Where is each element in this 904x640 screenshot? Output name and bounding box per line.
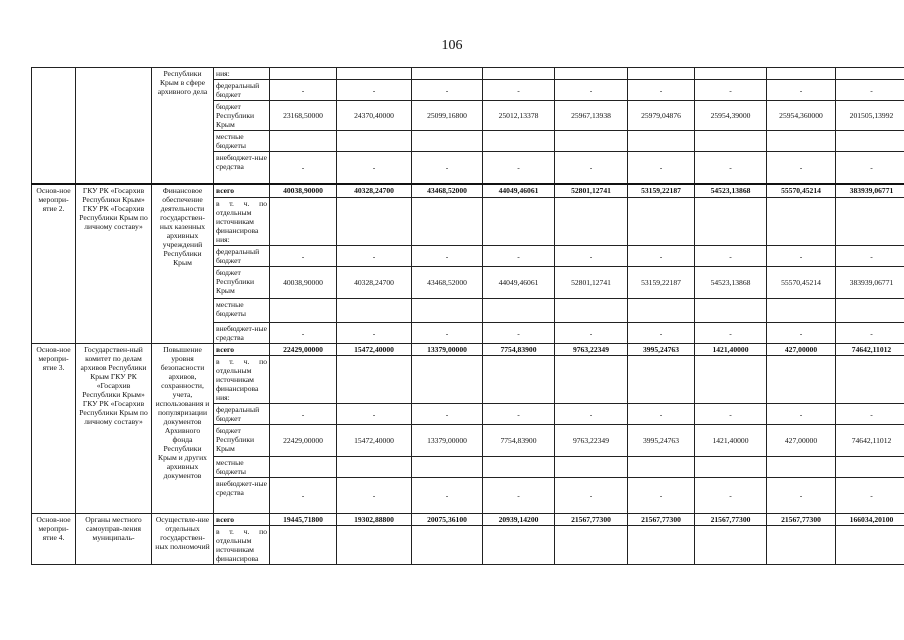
amount-cell: 40328,24700 [337, 267, 412, 299]
amount-cell [695, 299, 767, 323]
amount-cell [628, 356, 695, 404]
amount-cell [836, 526, 904, 565]
source-cell: местные бюджеты [214, 299, 270, 323]
amount-cell: 201505,13992 [836, 101, 904, 131]
amount-cell: - [555, 404, 628, 425]
amount-cell [412, 526, 483, 565]
amount-cell: 166034,20100 [836, 514, 904, 526]
description-cell: Органы местного самоуправ-ления муниципаль- [76, 514, 152, 565]
amount-cell [483, 457, 555, 478]
description-cell: Республики Крым в сфере архивного дела [152, 68, 214, 184]
amount-cell [555, 356, 628, 404]
budget-table [31, 67, 904, 565]
amount-cell: - [628, 323, 695, 344]
amount-cell: - [270, 323, 337, 344]
amount-cell: 21567,77300 [767, 514, 836, 526]
amount-cell [270, 526, 337, 565]
amount-cell: 21567,77300 [555, 514, 628, 526]
amount-cell: 43468,52000 [412, 267, 483, 299]
amount-cell: - [337, 478, 412, 514]
amount-cell: 383939,06771 [836, 267, 904, 299]
amount-cell [337, 68, 412, 80]
amount-cell [555, 457, 628, 478]
amount-cell: - [412, 323, 483, 344]
amount-cell: - [270, 246, 337, 267]
amount-cell [270, 457, 337, 478]
description-cell: Основ-ное меропри-ятие 3. [32, 344, 76, 514]
amount-cell: - [836, 478, 904, 514]
source-cell: внебюджет-ные средства [214, 478, 270, 514]
amount-cell: - [412, 478, 483, 514]
amount-cell: - [337, 80, 412, 101]
amount-cell: 24370,40000 [337, 101, 412, 131]
amount-cell [483, 526, 555, 565]
source-cell: федеральный бюджет [214, 80, 270, 101]
amount-cell [628, 198, 695, 246]
description-cell [32, 68, 76, 184]
source-cell: федеральный бюджет [214, 246, 270, 267]
amount-cell: 25954,360000 [767, 101, 836, 131]
amount-cell [337, 526, 412, 565]
amount-cell: - [270, 152, 337, 184]
amount-cell: 1421,40000 [695, 344, 767, 356]
amount-cell [695, 526, 767, 565]
amount-cell: - [483, 323, 555, 344]
amount-cell [836, 198, 904, 246]
source-cell: федеральный бюджет [214, 404, 270, 425]
amount-cell [412, 131, 483, 152]
table-row [32, 68, 904, 80]
amount-cell: 15472,40000 [337, 425, 412, 457]
amount-cell [337, 131, 412, 152]
amount-cell: - [270, 478, 337, 514]
amount-cell: 3995,24763 [628, 344, 695, 356]
amount-cell: 25967,13938 [555, 101, 628, 131]
amount-cell: 20075,36100 [412, 514, 483, 526]
amount-cell [695, 131, 767, 152]
amount-cell [555, 299, 628, 323]
description-cell: ГКУ РК «Госархив Республики Крым» ГКУ РК «Госархив Республики Крым по личному составу» [76, 184, 152, 344]
source-cell: ния: [214, 68, 270, 80]
amount-cell [412, 356, 483, 404]
amount-cell: - [836, 404, 904, 425]
amount-cell: - [695, 404, 767, 425]
amount-cell [836, 356, 904, 404]
amount-cell [555, 68, 628, 80]
amount-cell [628, 299, 695, 323]
amount-cell [836, 457, 904, 478]
amount-cell: 52801,12741 [555, 184, 628, 198]
amount-cell: - [695, 246, 767, 267]
amount-cell: - [412, 246, 483, 267]
amount-cell [836, 299, 904, 323]
source-cell: в т. ч. по отдельным источникам финансирова [214, 526, 270, 565]
amount-cell: - [270, 404, 337, 425]
amount-cell: 20939,14200 [483, 514, 555, 526]
amount-cell: - [628, 80, 695, 101]
amount-cell: - [767, 404, 836, 425]
amount-cell [483, 131, 555, 152]
source-cell: всего [214, 514, 270, 526]
amount-cell: - [483, 80, 555, 101]
amount-cell [337, 299, 412, 323]
amount-cell: - [695, 152, 767, 184]
amount-cell: 25979,04876 [628, 101, 695, 131]
amount-cell: 19445,71800 [270, 514, 337, 526]
source-cell: в т. ч. по отдельным источникам финансирова ния: [214, 356, 270, 404]
amount-cell [483, 198, 555, 246]
amount-cell: - [555, 152, 628, 184]
amount-cell: 43468,52000 [412, 184, 483, 198]
amount-cell [767, 356, 836, 404]
amount-cell: - [695, 323, 767, 344]
amount-cell: - [412, 404, 483, 425]
amount-cell: 23168,50000 [270, 101, 337, 131]
amount-cell: 53159,22187 [628, 184, 695, 198]
amount-cell: - [412, 80, 483, 101]
amount-cell: - [628, 152, 695, 184]
amount-cell [695, 68, 767, 80]
description-cell: Финансовое обеспечение деятельности государствен-ных казенных архивных учреждений Республики Крым [152, 184, 214, 344]
amount-cell [767, 198, 836, 246]
total-row [32, 514, 904, 526]
amount-cell [483, 356, 555, 404]
amount-cell: 21567,77300 [628, 514, 695, 526]
amount-cell [412, 198, 483, 246]
amount-cell [270, 131, 337, 152]
amount-cell: - [412, 152, 483, 184]
amount-cell [767, 68, 836, 80]
source-cell: местные бюджеты [214, 131, 270, 152]
amount-cell [767, 131, 836, 152]
amount-cell: 54523,13868 [695, 267, 767, 299]
amount-cell: - [836, 323, 904, 344]
amount-cell: - [337, 323, 412, 344]
amount-cell: 53159,22187 [628, 267, 695, 299]
amount-cell [767, 526, 836, 565]
total-row [32, 344, 904, 356]
amount-cell: 15472,40000 [337, 344, 412, 356]
amount-cell: - [555, 80, 628, 101]
description-cell: Основ-ное меропри-ятие 4. [32, 514, 76, 565]
source-cell: внебюджет-ные средства [214, 323, 270, 344]
amount-cell: - [767, 152, 836, 184]
description-cell: Осуществле-ние отдельных государствен-ных полномочий [152, 514, 214, 565]
amount-cell: - [836, 80, 904, 101]
source-cell: внебюджет-ные средства [214, 152, 270, 184]
amount-cell: 40328,24700 [337, 184, 412, 198]
amount-cell: 40038,90000 [270, 267, 337, 299]
amount-cell: 54523,13868 [695, 184, 767, 198]
amount-cell: - [555, 478, 628, 514]
amount-cell [695, 198, 767, 246]
amount-cell [767, 299, 836, 323]
amount-cell: 9763,22349 [555, 425, 628, 457]
amount-cell: 13379,00000 [412, 425, 483, 457]
page-number: 106 [441, 38, 463, 53]
amount-cell: - [483, 152, 555, 184]
amount-cell: 44049,46061 [483, 184, 555, 198]
amount-cell [337, 457, 412, 478]
amount-cell [695, 457, 767, 478]
source-cell: всего [214, 344, 270, 356]
amount-cell [270, 299, 337, 323]
amount-cell: - [555, 246, 628, 267]
source-cell: всего [214, 184, 270, 198]
amount-cell [628, 68, 695, 80]
amount-cell: - [483, 404, 555, 425]
amount-cell: - [628, 404, 695, 425]
total-row [32, 184, 904, 198]
amount-cell: 25012,13378 [483, 101, 555, 131]
source-cell: местные бюджеты [214, 457, 270, 478]
amount-cell: 427,00000 [767, 344, 836, 356]
amount-cell: - [767, 80, 836, 101]
amount-cell: - [628, 478, 695, 514]
amount-cell: 383939,06771 [836, 184, 904, 198]
amount-cell: - [767, 323, 836, 344]
amount-cell [628, 526, 695, 565]
amount-cell: 44049,46061 [483, 267, 555, 299]
amount-cell [555, 198, 628, 246]
amount-cell: 52801,12741 [555, 267, 628, 299]
amount-cell: 7754,83900 [483, 344, 555, 356]
amount-cell: - [337, 152, 412, 184]
amount-cell: 22429,00000 [270, 425, 337, 457]
amount-cell: - [836, 246, 904, 267]
amount-cell: - [628, 246, 695, 267]
amount-cell [270, 198, 337, 246]
amount-cell: - [767, 246, 836, 267]
amount-cell: - [483, 246, 555, 267]
amount-cell [337, 356, 412, 404]
description-cell [76, 68, 152, 184]
amount-cell [628, 131, 695, 152]
amount-cell: - [337, 404, 412, 425]
amount-cell [555, 526, 628, 565]
amount-cell: 40038,90000 [270, 184, 337, 198]
amount-cell: - [695, 478, 767, 514]
amount-cell: - [695, 80, 767, 101]
amount-cell: - [767, 478, 836, 514]
amount-cell: 74642,11012 [836, 425, 904, 457]
amount-cell: - [555, 323, 628, 344]
amount-cell [412, 68, 483, 80]
amount-cell [412, 299, 483, 323]
amount-cell: 19302,88800 [337, 514, 412, 526]
amount-cell: - [836, 152, 904, 184]
amount-cell: 21567,77300 [695, 514, 767, 526]
amount-cell [270, 356, 337, 404]
amount-cell: 55570,45214 [767, 267, 836, 299]
description-cell: Основ-ное меропри-ятие 2. [32, 184, 76, 344]
amount-cell [337, 198, 412, 246]
amount-cell [270, 68, 337, 80]
description-cell: Государствен-ный комитет по делам архивов Республики Крым ГКУ РК «Госархив Республики Крым» ГКУ РК «Госархив Республики Крым по личному составу» [76, 344, 152, 514]
amount-cell [628, 457, 695, 478]
amount-cell: 13379,00000 [412, 344, 483, 356]
amount-cell: - [270, 80, 337, 101]
amount-cell: 9763,22349 [555, 344, 628, 356]
amount-cell [483, 68, 555, 80]
amount-cell: 427,00000 [767, 425, 836, 457]
amount-cell: 3995,24763 [628, 425, 695, 457]
amount-cell [412, 457, 483, 478]
amount-cell: - [483, 478, 555, 514]
amount-cell: - [337, 246, 412, 267]
amount-cell: 25954,39000 [695, 101, 767, 131]
amount-cell [767, 457, 836, 478]
amount-cell: 1421,40000 [695, 425, 767, 457]
source-cell: в т. ч. по отдельным источникам финансирова ния: [214, 198, 270, 246]
amount-cell [483, 299, 555, 323]
amount-cell: 55570,45214 [767, 184, 836, 198]
amount-cell: 74642,11012 [836, 344, 904, 356]
amount-cell: 25099,16800 [412, 101, 483, 131]
amount-cell: 7754,83900 [483, 425, 555, 457]
amount-cell [695, 356, 767, 404]
source-cell: бюджет Республики Крым [214, 425, 270, 457]
description-cell: Повышение уровня безопасности архивов, сохранности, учета, использования и популяризации документов Архивного фонда Республики Крым и других архивных документов [152, 344, 214, 514]
amount-cell [836, 68, 904, 80]
source-cell: бюджет Республики Крым [214, 101, 270, 131]
amount-cell: 22429,00000 [270, 344, 337, 356]
source-cell: бюджет Республики Крым [214, 267, 270, 299]
amount-cell [836, 131, 904, 152]
amount-cell [555, 131, 628, 152]
